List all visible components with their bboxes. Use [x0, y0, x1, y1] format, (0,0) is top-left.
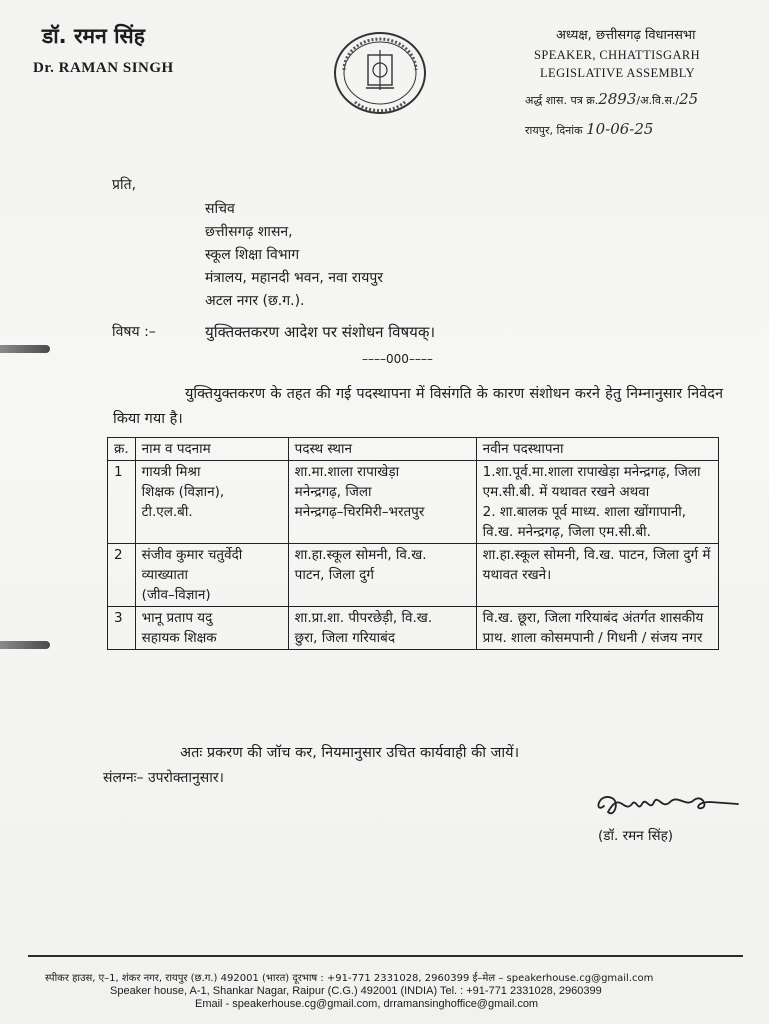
new-posting-item: शा.हा.स्कूल सोमनी, वि.ख. पाटन, जिला दुर्ग में यथावत रखने। [482, 547, 711, 583]
header-posted: पदस्थ स्थान [288, 438, 476, 461]
footer-rule [28, 955, 743, 957]
posted-line: शा.प्रा.शा. पीपरछेड़ी, वि.ख. [294, 610, 433, 626]
cell-posted [288, 607, 476, 650]
cell-name [135, 544, 288, 607]
name-line: टी.एल.बी. [141, 504, 193, 520]
subject-divider: ––––000–––– [362, 352, 433, 366]
new-posting-item: 2. शा.बालक पूर्व माध्य. शाला खोंगापानी, वि.ख. मनेन्द्रगढ़, जिला एम.सी.बी. [482, 504, 687, 540]
cell-name [135, 461, 288, 544]
sender-name-hindi: डॉ. रमन सिंह [42, 24, 145, 48]
office-title-english-line2: LEGISLATIVE ASSEMBLY [540, 66, 696, 80]
sender-name-english: Dr. RAMAN SINGH [33, 60, 174, 76]
name-line: संजीव कुमार चतुर्वेदी [141, 547, 243, 563]
new-posting-item: 1.शा.पूर्व.मा.शाला रापाखेड़ा मनेन्द्रगढ़, जिला एम.सी.बी. में यथावत रखने अथवा [482, 464, 701, 500]
cell-name [135, 607, 288, 650]
letter-number-year: 25 [679, 90, 699, 108]
posting-table [107, 437, 719, 650]
recipient-line-3: स्कूल शिक्षा विभाग [205, 247, 300, 263]
name-line: (जीव–विज्ञान) [141, 587, 211, 603]
binder-clip-bottom [0, 641, 50, 649]
recipient-line-1: सचिव [205, 201, 235, 217]
recipient-line-2: छत्तीसगढ़ शासन, [205, 224, 293, 240]
body-paragraph: युक्तियुक्तकरण के तहत की गई पदस्थापना में विसंगति के कारण संशोधन करने हेतु निम्नानुसार निवेदन किया गया है। [113, 386, 723, 427]
table-row [108, 461, 719, 544]
binder-clip-top [0, 345, 50, 353]
enclosure-note: संलग्नः– उपरोक्तानुसार। [103, 770, 224, 786]
header-new-posting: नवीन पदस्थापना [476, 438, 718, 461]
date-value: 10-06-25 [586, 120, 654, 138]
new-posting-item: वि.ख. छूरा, जिला गरियाबंद अंतर्गत शासकीय प्राथ. शाला कोसमपानी / गिधनी / संजय नगर [482, 610, 704, 646]
name-line: गायत्री मिश्रा [141, 464, 201, 480]
table-row [108, 544, 719, 607]
cell-new-posting [476, 461, 718, 544]
signatory-name: (डॉ. रमन सिंह) [598, 828, 674, 844]
name-line: शिक्षक (विज्ञान), [141, 484, 225, 500]
cell-posted [288, 461, 476, 544]
subject-label: विषय :– [112, 324, 156, 340]
name-line: भानू प्रताप यदु [141, 610, 213, 626]
cell-sno: 3 [108, 607, 136, 650]
header-name: नाम व पदनाम [135, 438, 288, 461]
letter-number [525, 90, 698, 108]
recipient-line-4: मंत्रालय, महानदी भवन, नवा रायपुर [205, 270, 384, 286]
table-header-row [108, 438, 719, 461]
recipient-prefix: प्रति, [112, 177, 137, 193]
footer-address-hindi: स्पीकर हाउस, ए–1, शंकर नगर, रायपुर (छ.ग.) 492001 (भारत) दूरभाष : +91-771 2331028, 2960399 ई–मेल – speakerhouse.cg@gmail.com [45, 973, 654, 984]
recipient-line-5: अटल नगर (छ.ग.). [205, 293, 305, 309]
assembly-seal-icon [330, 30, 430, 116]
closing-request: अतः प्रकरण की जॉच कर, नियमानुसार उचित कार्यवाही की जायें। [180, 745, 520, 761]
cell-new-posting [476, 607, 718, 650]
subject-text: युक्तिक्तकरण आदेश पर संशोधन विषयक्। [205, 323, 436, 341]
office-title-hindi: अध्यक्ष, छत्तीसगढ़ विधानसभा [556, 28, 696, 43]
handwritten-signature [590, 784, 740, 824]
posted-line: पाटन, जिला दुर्ग [294, 567, 374, 583]
cell-posted [288, 544, 476, 607]
footer-email: Email - speakerhouse.cg@gmail.com, drramansinghoffice@gmail.com [195, 998, 539, 1010]
posted-line: मनेन्द्रगढ़, जिला [294, 484, 372, 500]
posted-line: छुरा, जिला गरियाबंद [294, 630, 396, 646]
letter-number-mid: /अ.वि.स./ [636, 94, 680, 107]
letter-number-value: 2893 [598, 90, 637, 108]
posted-line: शा.मा.शाला रापाखेड़ा [294, 464, 400, 480]
cell-new-posting [476, 544, 718, 607]
letter-number-prefix: अर्द्ध शास. पत्र क्र. [525, 94, 599, 107]
header-sno: क्र. [108, 438, 136, 461]
name-line: सहायक शिक्षक [141, 630, 217, 646]
date-label: रायपुर, दिनांक [525, 124, 583, 137]
cell-sno: 2 [108, 544, 136, 607]
footer-address-english: Speaker house, A-1, Shankar Nagar, Raipur (C.G.) 492001 (INDIA) Tel. : +91-771 2331028, 2960399 [110, 985, 602, 997]
posted-line: शा.हा.स्कूल सोमनी, वि.ख. [294, 547, 427, 563]
letter-date [525, 120, 653, 138]
posted-line: मनेन्द्रगढ़–चिरमिरी–भरतपुर [294, 504, 425, 520]
cell-sno: 1 [108, 461, 136, 544]
office-title-english-line1: SPEAKER, CHHATTISGARH [534, 48, 701, 62]
table-row [108, 607, 719, 650]
name-line: व्याख्याता [141, 567, 189, 583]
